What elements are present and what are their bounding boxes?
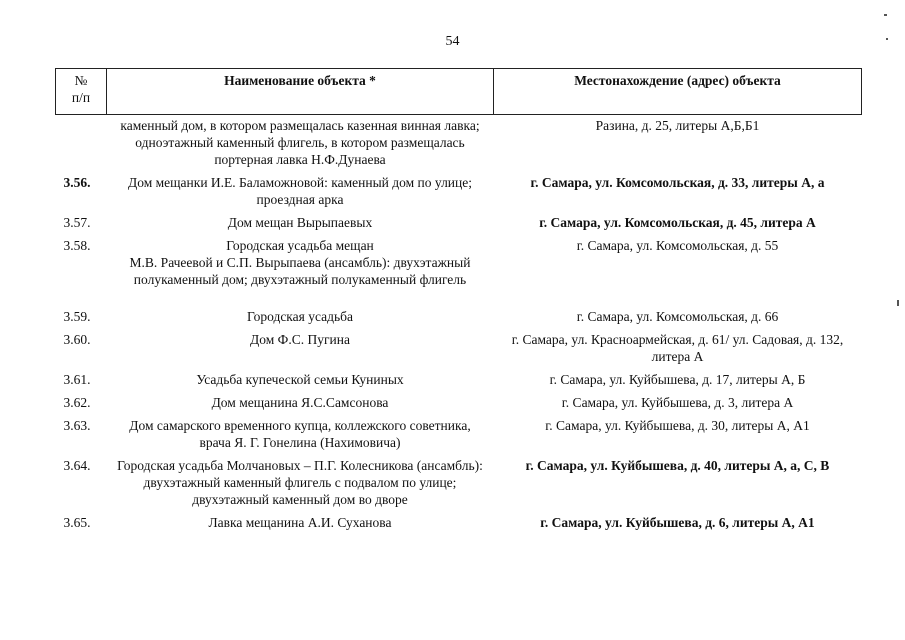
table-row [56, 392, 862, 415]
table-row [56, 369, 862, 392]
table-row [56, 212, 862, 235]
header-number-symbol: № [74, 73, 88, 88]
table-row [56, 415, 862, 455]
row-number: 3.56. [63, 175, 91, 190]
row-number: 3.64. [63, 458, 91, 473]
table-row [56, 455, 862, 512]
row-number: 3.63. [63, 418, 91, 433]
row-object-name: Дом мещанки И.Е. Баламожновой: каменный дом по улице; проездная арка [128, 175, 472, 207]
row-object-name: Городская усадьба [246, 309, 354, 324]
row-object-address: г. Самара, ул. Красноармейская, д. 61/ ул. Садовая, д. 132, литера А [511, 332, 844, 364]
row-object-name: Дом Ф.С. Пугина [250, 332, 350, 347]
table-row [56, 172, 862, 212]
row-object-name: Дом мещанина Я.С.Самсонова [211, 395, 389, 410]
row-object-address: г. Самара, ул. Куйбышева, д. 30, литеры А, А1 [545, 418, 810, 433]
header-number [56, 69, 107, 115]
row-object-address: г. Самара, ул. Комсомольская, д. 55 [576, 238, 779, 253]
table-row [56, 235, 862, 292]
row-object-address: г. Самара, ул. Куйбышева, д. 3, литера А [561, 395, 794, 410]
row-spacer [56, 292, 862, 306]
row-number [56, 115, 107, 173]
row-object-address: г. Самара, ул. Куйбышева, д. 6, литеры А, А1 [540, 515, 815, 530]
row-number: 3.60. [63, 332, 91, 347]
row-object-name: Дом самарского временного купца, коллежского советника, врача Я. Г. Гонелина (Нахимовича) [129, 418, 471, 450]
row-number: 3.57. [63, 215, 91, 230]
row-object-name: Лавка мещанина А.И. Суханова [208, 515, 392, 530]
row-object-name: Усадьба купеческой семьи Куниных [196, 372, 404, 387]
row-object-name: каменный дом, в котором размещалась казенная винная лавка; одноэтажный каменный флигель, в котором размещалась портерная лавка Н.Ф.Дунаева [120, 118, 480, 167]
header-number-pp: п/п [71, 90, 91, 105]
row-object-name: Городская усадьба Молчановых – П.Г. Колесникова (ансамбль): двухэтажный каменный флигель с подвалом по улице; двухэтажный каменный дом во дворе [117, 458, 483, 507]
row-object-address: г. Самара, ул. Комсомольская, д. 45, литера А [539, 215, 816, 230]
row-number: 3.58. [63, 238, 91, 253]
table-row [56, 329, 862, 369]
row-number: 3.65. [63, 515, 91, 530]
row-object-address: г. Самара, ул. Комсомольская, д. 33, литеры А, а [530, 175, 825, 190]
heritage-objects-table [55, 68, 862, 535]
row-number: 3.62. [63, 395, 91, 410]
row-object-address: г. Самара, ул. Комсомольская, д. 66 [576, 309, 779, 324]
row-object-name: Городская усадьба мещан М.В. Рачеевой и С.П. Вырыпаева (ансамбль): двухэтажный полукаменный дом; двухэтажный полукаменный флигель [129, 238, 471, 287]
table-row [56, 306, 862, 329]
table-row [56, 115, 862, 173]
scan-speck [897, 300, 899, 306]
row-object-address: Разина, д. 25, литеры А,Б,Б1 [595, 118, 760, 133]
table-header [56, 69, 862, 115]
header-object-name: Наименование объекта * [107, 69, 494, 115]
header-object-address: Местонахождение (адрес) объекта [494, 69, 862, 115]
scan-speck [886, 38, 888, 40]
row-object-address: г. Самара, ул. Куйбышева, д. 17, литеры А, Б [549, 372, 806, 387]
table-body [56, 115, 862, 536]
table-row [56, 512, 862, 535]
row-object-name: Дом мещан Вырыпаевых [227, 215, 373, 230]
row-number: 3.61. [63, 372, 91, 387]
row-number: 3.59. [63, 309, 91, 324]
page-number: 54 [445, 34, 460, 49]
row-object-address: г. Самара, ул. Куйбышева, д. 40, литеры А, а, С, В [525, 458, 830, 473]
scan-speck [884, 14, 887, 16]
